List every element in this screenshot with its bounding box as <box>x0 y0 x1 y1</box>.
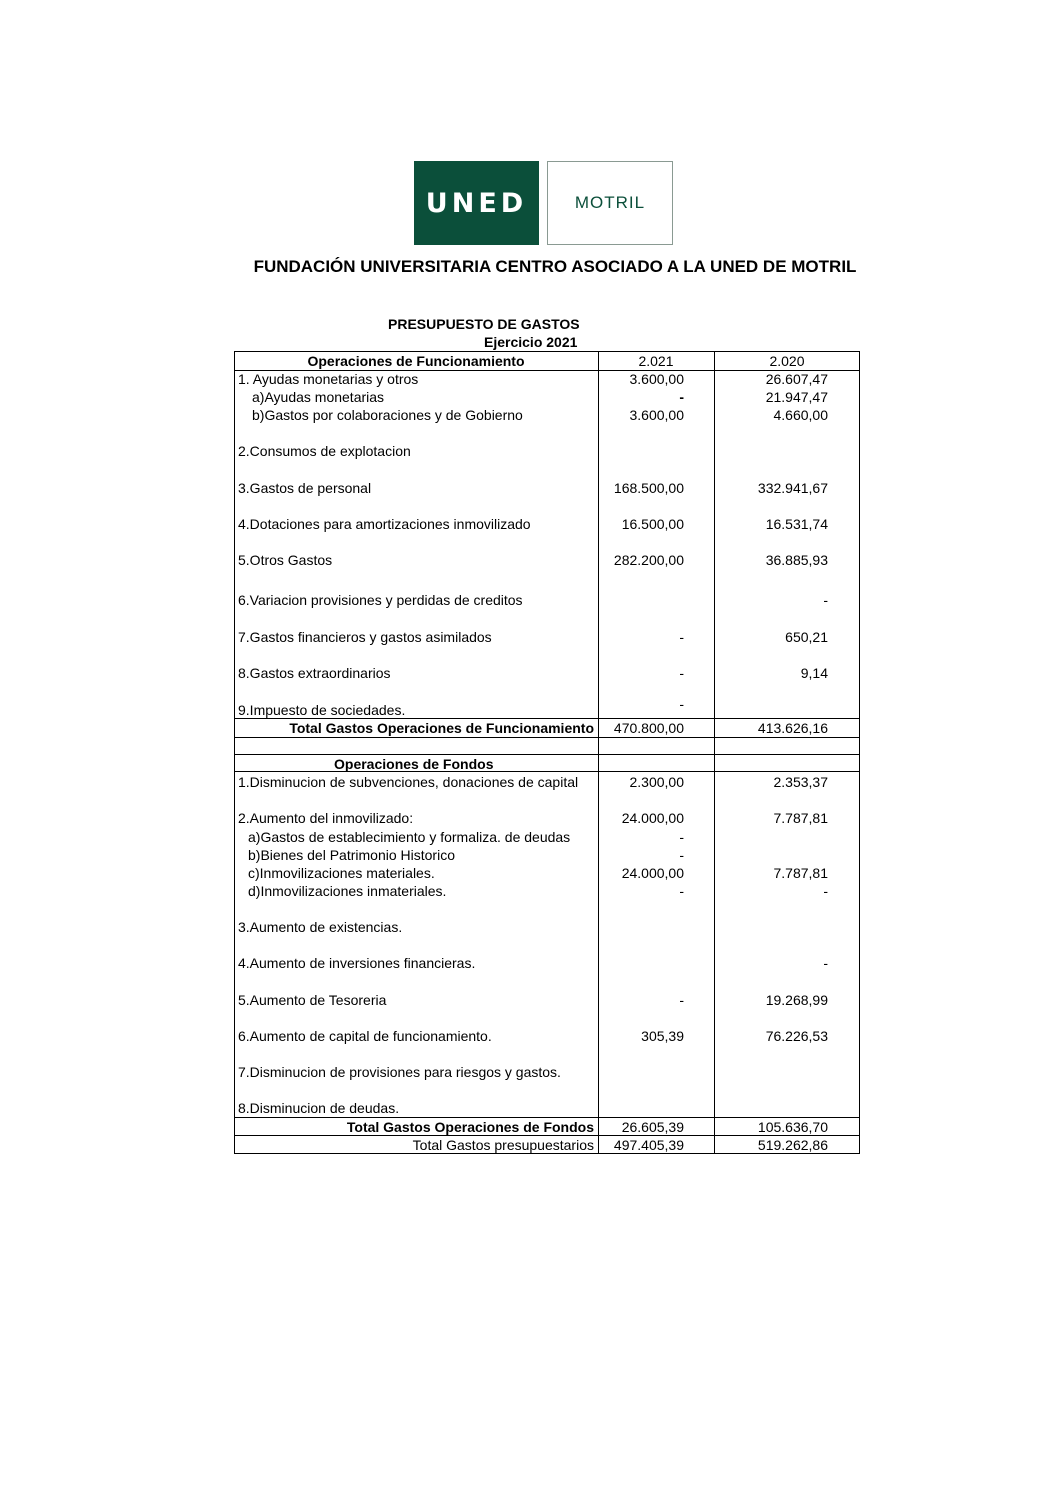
table-row <box>234 406 860 424</box>
table-row <box>234 1099 860 1117</box>
value-2021: 24.000,00 <box>621 865 684 881</box>
value-2020: - <box>823 592 828 608</box>
table-row <box>234 515 860 533</box>
motril-logo-text: MOTRIL <box>574 193 646 212</box>
table-row <box>234 882 860 900</box>
value-2020: 19.268,99 <box>765 992 828 1008</box>
row-label: 5.Aumento de Tesoreria <box>238 992 387 1008</box>
row-label: Total Gastos presupuestarios <box>412 1137 594 1153</box>
value-2020: - <box>823 883 828 899</box>
table-row <box>234 479 860 497</box>
row-label: b)Bienes del Patrimonio Historico <box>248 847 455 863</box>
value-2021: 282.200,00 <box>613 552 684 568</box>
value-2021: - <box>679 829 684 845</box>
table-row <box>234 551 860 569</box>
value-2021: 3.600,00 <box>629 407 684 423</box>
exercise-label: Ejercicio 2021 <box>484 334 578 350</box>
value-2021: 16.500,00 <box>621 516 684 532</box>
header-year-2020: 2.020 <box>769 353 805 369</box>
value-2020: 519.262,86 <box>757 1137 828 1153</box>
table-row <box>234 370 860 388</box>
value-2020: 16.531,74 <box>765 516 828 532</box>
table-row <box>234 696 860 719</box>
row-label: Total Gastos Operaciones de Funcionamiento <box>289 720 594 736</box>
table-row <box>234 846 860 864</box>
value-2020: 21.947,47 <box>765 389 828 405</box>
row-label: 3.Gastos de personal <box>238 480 372 496</box>
value-2021: - <box>679 389 684 405</box>
total-funcionamiento-row <box>234 719 860 737</box>
value-2020: 413.626,16 <box>757 720 828 736</box>
value-2020: 2.353,37 <box>773 774 828 790</box>
document-title: FUNDACIÓN UNIVERSITARIA CENTRO ASOCIADO A LA UNED DE MOTRIL <box>253 257 857 276</box>
header-year-2021: 2.021 <box>638 353 674 369</box>
row-label: c)Inmovilizaciones materiales. <box>248 865 435 881</box>
value-2020: 36.885,93 <box>765 552 828 568</box>
table-row <box>234 918 860 936</box>
table-row <box>234 954 860 972</box>
row-label: 7.Gastos financieros y gastos asimilados <box>238 629 492 645</box>
value-2021: 470.800,00 <box>613 720 684 736</box>
header-label: Operaciones de Funcionamiento <box>307 353 525 369</box>
row-label: 4.Dotaciones para amortizaciones inmovilizado <box>238 516 531 532</box>
uned-motril-logo <box>414 161 672 245</box>
row-label: a)Gastos de establecimiento y formaliza. de deudas <box>248 829 571 845</box>
table-row <box>234 591 860 609</box>
table-row <box>234 1063 860 1081</box>
row-label: Total Gastos Operaciones de Fondos <box>346 1119 594 1135</box>
value-2021: 305,39 <box>641 1028 684 1044</box>
row-label: 1.Disminucion de subvenciones, donaciones de capital <box>238 774 579 790</box>
value-2020: 7.787,81 <box>773 810 828 826</box>
value-2021: 2.300,00 <box>629 774 684 790</box>
table-row <box>234 991 860 1009</box>
row-label: 6.Variacion provisiones y perdidas de creditos <box>238 592 523 608</box>
table-row <box>234 809 860 827</box>
row-label: 3.Aumento de existencias. <box>238 919 403 935</box>
row-label: 8.Gastos extraordinarios <box>238 665 391 681</box>
row-label: 2.Aumento del inmovilizado: <box>238 810 414 826</box>
table-row <box>234 442 860 460</box>
uned-logo-block <box>414 161 539 245</box>
row-label: 9.Impuesto de sociedades. <box>238 702 406 718</box>
row-label: 5.Otros Gastos <box>238 552 333 568</box>
row-label: 4.Aumento de inversiones financieras. <box>238 955 476 971</box>
value-2020: 105.636,70 <box>757 1119 828 1135</box>
value-2021: - <box>679 665 684 681</box>
grand-total-row <box>234 1136 860 1154</box>
value-2021: - <box>679 883 684 899</box>
row-label: b)Gastos por colaboraciones y de Gobierno <box>252 407 523 423</box>
motril-logo-block <box>547 161 673 245</box>
row-label: a)Ayudas monetarias <box>252 389 385 405</box>
value-2021: 3.600,00 <box>629 371 684 387</box>
table-row <box>234 1027 860 1045</box>
row-label: 1. Ayudas monetarias y otros <box>238 371 419 387</box>
row-label: 8.Disminucion de deudas. <box>238 1100 400 1116</box>
row-label: 6.Aumento de capital de funcionamiento. <box>238 1028 492 1044</box>
value-2020: 650,21 <box>785 629 828 645</box>
spacer-top-border <box>234 737 860 738</box>
value-2021: - <box>679 696 684 712</box>
value-2021: 497.405,39 <box>613 1137 684 1153</box>
value-2020: 7.787,81 <box>773 865 828 881</box>
fondos-header-row <box>234 755 860 773</box>
value-2021: - <box>679 629 684 645</box>
value-2020: 4.660,00 <box>773 407 828 423</box>
row-label: 7.Disminucion de provisiones para riesgos y gastos. <box>238 1064 561 1080</box>
header-row <box>234 352 860 370</box>
table-row <box>234 828 860 846</box>
table-row <box>234 628 860 646</box>
value-2021: 168.500,00 <box>613 480 684 496</box>
value-2021: - <box>679 992 684 1008</box>
value-2020: - <box>823 955 828 971</box>
table-row <box>234 864 860 882</box>
value-2020: 9,14 <box>800 665 828 681</box>
table-row <box>234 773 860 791</box>
row-label: d)Inmovilizaciones inmateriales. <box>248 883 447 899</box>
uned-logo-text: UNED <box>425 187 528 219</box>
total-fondos-row <box>234 1118 860 1136</box>
document-subtitle: PRESUPUESTO DE GASTOS <box>388 316 580 332</box>
value-2020: 332.941,67 <box>757 480 828 496</box>
value-2021: - <box>679 847 684 863</box>
table-row <box>234 664 860 682</box>
value-2021: 24.000,00 <box>621 810 684 826</box>
table-row <box>234 388 860 406</box>
row-label: 2.Consumos de explotacion <box>238 443 411 459</box>
value-2020: 76.226,53 <box>765 1028 828 1044</box>
value-2020: 26.607,47 <box>765 371 828 387</box>
value-2021: 26.605,39 <box>621 1119 684 1135</box>
fondos-header-label: Operaciones de Fondos <box>334 756 494 772</box>
